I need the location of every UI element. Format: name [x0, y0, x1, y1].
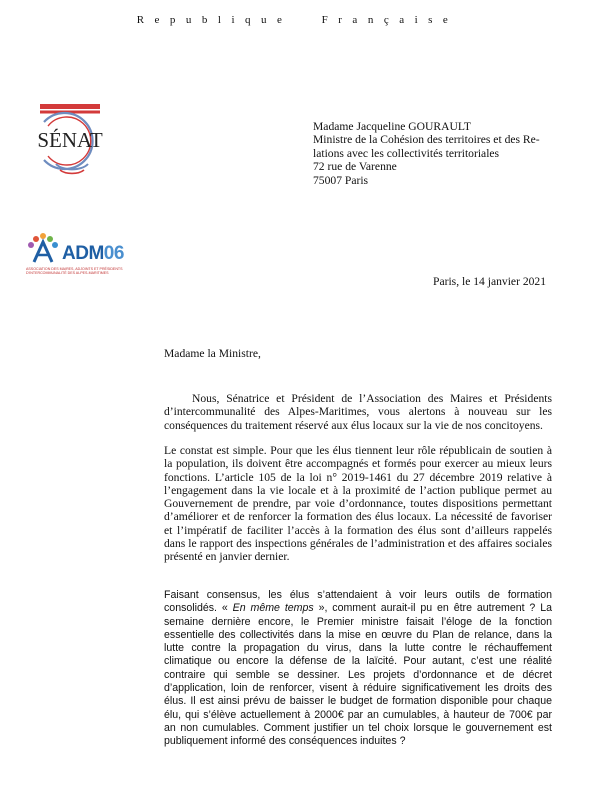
letter-date: Paris, le 14 janvier 2021 — [433, 275, 547, 288]
republic-header: Republique Française — [136, 14, 459, 26]
paragraph-3-part-b: », comment aurait-il pu en être autrement ? La semaine dernière encore, le Premier ministre faisait l’éloge de la fonction essentielle des collectivités dans la mise en œuvre du Plan de relance, dans la lutte contre la propagation du virus, dans la lutte contre le réchauffement climatique ou encore la défense de la laïcité. Pour autant, c’est une réalité contraire qui semble se dessiner. Les projets d’ordonnance et de décret d’application, loin de renforcer, visent à réduire significativement les droits des élus. Il est ainsi prévu de baisser le budget de formation disponible pour chaque élu, qui s’élève actuellement à 2000€ par an cumulables, à hauteur de 700€ par an non cumulables. Comment justifier un tel choix lorsque le gouvernement est publiquement informé des conséquences induites ? — [164, 602, 552, 748]
recipient-name: Madame Jacqueline GOURAULT — [313, 120, 471, 133]
salutation: Madame la Ministre, — [164, 347, 261, 360]
recipient-city: 75007 Paris — [313, 173, 369, 187]
recipient-title-line1: Ministre de la Cohésion des territoires et des Re- — [313, 133, 540, 147]
recipient-street: 72 rue de Varenne — [313, 160, 397, 174]
recipient-title-line2: lations avec les collectivités territoriales — [313, 146, 500, 160]
adm-main: ADM — [62, 243, 104, 264]
paragraph-3 — [164, 589, 552, 749]
paragraph-1: Nous, Sénatrice et Président de l’Association des Maires et Présidents d’intercommunalité des Alpes-Maritimes, vous alertons à nouveau sur les conséquences du traitement réservé aux élus locaux sur la vie de nos concitoyens. — [164, 392, 552, 432]
adm06-logo-text — [62, 243, 124, 265]
paragraph-3-emphasis: En même temps — [232, 602, 314, 615]
senat-logo-text: SÉNAT — [37, 128, 103, 152]
paragraph-3-part-a: Faisant consensus, les élus s’attendaient à voir leurs outils de formation consolidés. « — [164, 589, 552, 615]
adm-number: 06 — [103, 243, 124, 264]
adm06-subtitle: ASSOCIATION DES MAIRES, ADJOINTS ET PRÉSIDENTS D'INTERCOMMUNALITÉ DES ALPES-MARITIMES — [26, 267, 123, 276]
recipient-address — [313, 120, 540, 187]
paragraph-2: Le constat est simple. Pour que les élus tiennent leur rôle républicain de soutien à la population, ils doivent être accompagnés et formés pour exercer au mieux leurs fonctions. L’article 105 de la loi n° 2019-1461 du 27 décembre 2019 relative à l’engagement dans la vie locale et à la proximité de l’action publique permet au Gouvernement de prendre, par voie d’ordonnance, toutes dispositions permettant d’améliorer et de renforcer la formation des élus locaux. La nécessité de favoriser et l’impératif de faciliter l’accès à la formation des élus sont d’ailleurs rappelés dans le rapport des inspections générales de l’administration et des affaires sociales présenté en janvier dernier. — [164, 444, 552, 564]
